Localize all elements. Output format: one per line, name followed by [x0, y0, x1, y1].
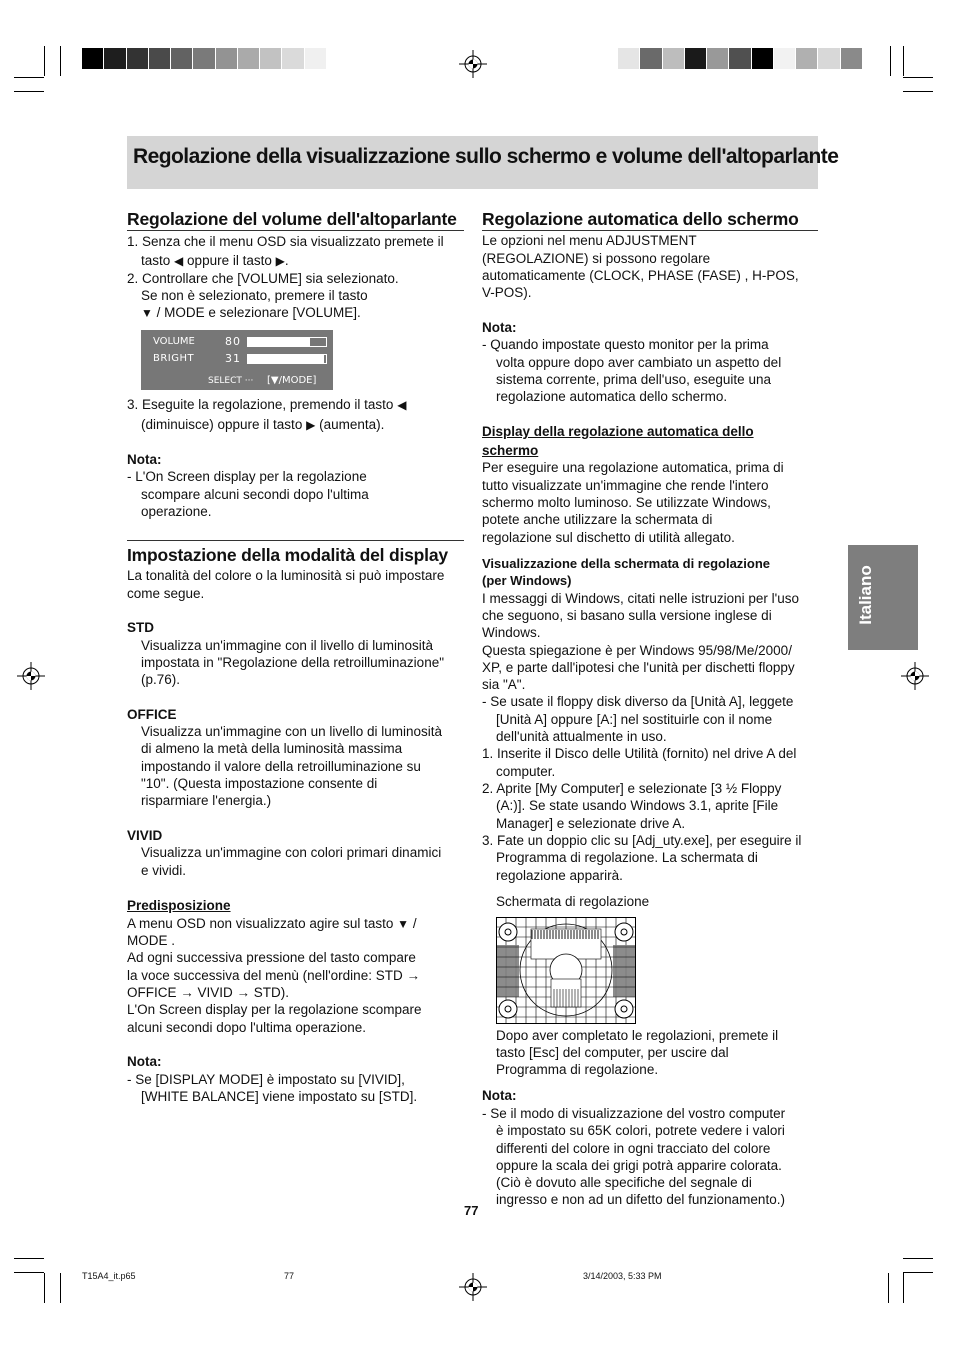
body-text: sia "A". — [482, 677, 526, 692]
note-label: Nota: — [127, 1054, 162, 1069]
body-text: "10". (Questa impostazione consente di — [141, 776, 378, 791]
step-text-part: (aumenta). — [319, 417, 385, 432]
step-text: Programma di regolazione. La schermata di — [496, 850, 758, 865]
osd-select-key: [▼/MODE] — [267, 375, 317, 386]
body-text: Visualizza un'immagine con un livello di luminosità — [141, 724, 442, 739]
note-text: (Ciò è dovuto alle specifiche del segnale di — [496, 1175, 752, 1190]
crop-mark — [903, 1273, 904, 1303]
color-swatch — [238, 48, 260, 69]
body-text: tasto [Esc] del computer, per uscire dal — [496, 1045, 729, 1060]
note-text: [WHITE BALANCE] viene impostato su [STD]. — [141, 1089, 418, 1104]
step-text-part: . — [284, 253, 289, 268]
step-text: regolazione apparirà. — [496, 868, 623, 883]
color-swatch — [282, 48, 304, 69]
note-text: è impostato su 65K colori, potrete vedere i valori — [496, 1123, 785, 1138]
color-swatch — [752, 48, 774, 69]
body-text — [127, 915, 417, 933]
section-heading-auto-adjust: Regolazione automatica dello schermo — [482, 209, 799, 229]
section-heading-display-mode: Impostazione della modalità del display — [127, 545, 448, 565]
color-swatch — [729, 48, 751, 69]
body-text: La tonalità del colore o la luminosità si può impostare — [127, 568, 445, 583]
crop-mark — [44, 1273, 45, 1303]
registration-mark-icon — [459, 50, 487, 78]
color-swatch — [216, 48, 238, 69]
note-text: - Se il modo di visualizzazione del vostro computer — [482, 1106, 786, 1121]
body-text: Questa spiegazione è per Windows 95/98/Me/2000/ — [482, 643, 792, 658]
body-text: automaticamente (CLOCK, PHASE (FASE) , H-POS, — [482, 268, 799, 283]
registration-mark-icon — [17, 662, 45, 690]
osd-screenshot — [141, 330, 333, 390]
note-text: - Quando impostate questo monitor per la prima — [482, 337, 769, 352]
note-text: oppure la scala dei grigi potrà apparire colorata. — [496, 1158, 782, 1173]
body-text: e vividi. — [141, 863, 187, 878]
color-swatch — [774, 48, 796, 69]
page-number: 77 — [464, 1203, 479, 1218]
language-tab-label: Italiano — [856, 565, 875, 625]
section-heading-volume: Regolazione del volume dell'altoparlante — [127, 209, 457, 229]
step-text: computer. — [496, 764, 556, 779]
body-text: impostando il valore della retroilluminazione su — [141, 759, 421, 774]
body-text-part: / — [412, 916, 417, 931]
body-text: (REGOLAZIONE) si possono regolare — [482, 251, 711, 266]
note-text: - L'On Screen display per la regolazione — [127, 469, 367, 484]
down-arrow-key-icon: ▼ — [397, 917, 410, 931]
body-text: alcuni secondi dopo l'ultima operazione. — [127, 1020, 366, 1035]
step-text — [141, 416, 384, 434]
color-swatch — [193, 48, 215, 69]
step-text-part: 3. Eseguite la regolazione, premendo il tasto — [127, 397, 394, 412]
subheading-display-auto: schermo — [482, 443, 539, 458]
body-text: L'On Screen display per la regolazione scompare — [127, 1002, 422, 1017]
crop-mark — [14, 1258, 44, 1259]
color-swatch — [796, 48, 818, 69]
osd-bright-value: 31 — [225, 352, 241, 365]
step-text: (A:)]. Se state usando Windows 3.1, aprite [File — [496, 798, 779, 813]
color-swatch — [171, 48, 193, 69]
body-text: potete anche utilizzare la schermata di — [482, 512, 713, 527]
crop-mark — [890, 46, 891, 76]
step-text: 2. Aprite [My Computer] e selezionate [3 ½ Floppy — [482, 781, 782, 796]
step-text: 1. Senza che il menu OSD sia visualizzato premete il — [127, 234, 444, 249]
crop-mark — [888, 1273, 889, 1303]
step-text: 1. Inserite il Disco delle Utilità (fornito) nel drive A del — [482, 746, 797, 761]
osd-bright-gauge — [247, 354, 327, 364]
crop-mark — [903, 77, 933, 78]
color-swatch — [663, 48, 685, 69]
body-text: che seguono, si basano sulla versione inglese di — [482, 608, 772, 623]
body-text: schermo molto luminoso. Se utilizzate Windows, — [482, 495, 771, 510]
body-text: regolazione sul dischetto di utilità allegato. — [482, 530, 735, 545]
color-swatch — [104, 48, 126, 69]
subheading-windows: (per Windows) — [482, 573, 572, 588]
crop-mark — [903, 1258, 933, 1259]
step-text-part: tasto — [141, 253, 171, 268]
osd-select-label: SELECT ··· — [208, 376, 254, 386]
body-text: Ad ogni successiva pressione del tasto compare — [127, 950, 416, 965]
body-text: di almeno la metà della luminosità massima — [141, 741, 403, 756]
body-text: [Unità A] oppure [A:] nel sostituirle con il nome — [496, 712, 773, 727]
note-text: differenti del colore in ogni tracciato del colore — [496, 1141, 771, 1156]
osd-bright-label: BRIGHT — [153, 353, 195, 364]
osd-volume-value: 80 — [225, 335, 241, 348]
crop-mark — [14, 1272, 44, 1273]
right-arrow-key-icon: ▶ — [275, 254, 285, 268]
crop-mark — [903, 46, 904, 76]
subheading-display-auto: Display della regolazione automatica dello — [482, 424, 754, 439]
crop-mark — [14, 91, 44, 92]
step-text: 2. Controllare che [VOLUME] sia selezionato. — [127, 271, 399, 286]
body-text: impostata in "Regolazione della retroilluminazione" — [141, 655, 444, 670]
body-text: MODE . — [127, 933, 176, 948]
color-swatch — [82, 48, 104, 69]
color-swatch — [818, 48, 840, 69]
footer-filename: T15A4_it.p65 — [82, 1271, 136, 1281]
step-text: Manager] e selezionate drive A. — [496, 816, 686, 831]
body-text: XP, e parte dall'ipotesi che l'unità per dischetti floppy — [482, 660, 795, 675]
body-text: I messaggi di Windows, citati nelle istruzioni per l'uso — [482, 591, 799, 606]
color-swatch — [149, 48, 171, 69]
step-text-part: (diminuisce) oppure il tasto — [141, 417, 303, 432]
body-text: dell'unità attualmente in uso. — [496, 729, 667, 744]
mode-label-office: OFFICE — [127, 707, 177, 722]
step-text-part: / MODE e selezionare [VOLUME]. — [156, 305, 361, 320]
subheading-windows: Visualizzazione della schermata di regolazione — [482, 556, 771, 571]
osd-volume-gauge — [247, 337, 327, 347]
body-text: V-POS). — [482, 285, 532, 300]
footer-date: 3/14/2003, 5:33 PM — [583, 1271, 662, 1281]
down-arrow-key-icon: ▼ — [141, 306, 153, 320]
color-calibration-bar-right — [618, 48, 863, 69]
step-text — [127, 396, 406, 414]
registration-mark-icon — [459, 1273, 487, 1301]
osd-volume-label: VOLUME — [153, 336, 195, 347]
crop-mark — [60, 46, 61, 76]
color-swatch — [841, 48, 863, 69]
body-text: la voce successiva del menù (nell'ordine: STD → — [127, 968, 420, 983]
body-text: - Se usate il floppy disk diverso da [Unità A], leggete — [482, 694, 794, 709]
body-text: OFFICE → VIVID → STD). — [127, 985, 290, 1000]
body-text: tutto visualizzate un'immagine che rende l'intero — [482, 478, 769, 493]
note-text: volta oppure dopo aver cambiato un aspetto del — [496, 355, 782, 370]
step-text — [141, 304, 361, 322]
note-text: ingresso e non ad un difetto del funzionamento.) — [496, 1192, 785, 1207]
heading-rule — [127, 230, 464, 231]
page-title: Regolazione della visualizzazione sullo schermo e volume dell'altoparlante — [133, 145, 839, 168]
subheading-predisposizione: Predisposizione — [127, 898, 231, 913]
figure-caption: Schermata di regolazione — [496, 894, 650, 909]
osd-volume-fill — [248, 338, 310, 346]
note-text: sistema corrente, prima dell'uso, eseguite una — [496, 372, 771, 387]
right-arrow-key-icon: ▶ — [306, 418, 316, 432]
registration-mark-icon — [901, 662, 929, 690]
crop-mark — [60, 1273, 61, 1303]
mode-label-std: STD — [127, 620, 154, 635]
note-label: Nota: — [482, 320, 517, 335]
color-calibration-bar-left — [82, 48, 327, 69]
left-arrow-key-icon: ◀ — [397, 398, 407, 412]
note-text: regolazione automatica dello schermo. — [496, 389, 728, 404]
step-text-part: oppure il tasto — [187, 253, 272, 268]
note-text: - Se [DISPLAY MODE] è impostato su [VIVID], — [127, 1072, 405, 1087]
body-text: come segue. — [127, 586, 205, 601]
body-text: Visualizza un'immagine con colori primari dinamici — [141, 845, 442, 860]
color-swatch — [685, 48, 707, 69]
note-label: Nota: — [127, 452, 162, 467]
color-swatch — [260, 48, 282, 69]
step-text: 3. Fate un doppio clic su [Adj_uty.exe], per eseguire il — [482, 833, 802, 848]
color-swatch — [127, 48, 149, 69]
footer-page: 77 — [284, 1271, 295, 1281]
body-text: Per eseguire una regolazione automatica, prima di — [482, 460, 784, 475]
step-text: Se non è selezionato, premere il tasto — [141, 288, 368, 303]
note-text: scompare alcuni secondi dopo l'ultima — [141, 487, 369, 502]
adjustment-screen-pattern — [496, 917, 636, 1024]
left-arrow-key-icon: ◀ — [174, 254, 184, 268]
note-text: operazione. — [141, 504, 212, 519]
osd-bright-fill — [248, 355, 324, 363]
body-text: Windows. — [482, 625, 541, 640]
color-swatch — [618, 48, 640, 69]
mode-label-vivid: VIVID — [127, 828, 163, 843]
body-text: Dopo aver completato le regolazioni, premete il — [496, 1028, 779, 1043]
crop-mark — [44, 46, 45, 76]
body-text: (p.76). — [141, 672, 181, 687]
note-label: Nota: — [482, 1088, 517, 1103]
body-text-part: A menu OSD non visualizzato agire sul tasto — [127, 916, 394, 931]
heading-rule — [482, 230, 818, 231]
crop-mark — [14, 77, 44, 78]
body-text: Visualizza un'immagine con il livello di luminosità — [141, 638, 433, 653]
crop-mark — [903, 91, 933, 92]
step-text — [141, 252, 289, 270]
body-text: Le opzioni nel menu ADJUSTMENT — [482, 233, 697, 248]
body-text: Programma di regolazione. — [496, 1062, 659, 1077]
color-swatch — [707, 48, 729, 69]
section-rule — [127, 540, 464, 541]
color-swatch — [305, 48, 327, 69]
crop-mark — [903, 1272, 933, 1273]
color-swatch — [640, 48, 662, 69]
body-text: risparmiare l'energia.) — [141, 793, 272, 808]
